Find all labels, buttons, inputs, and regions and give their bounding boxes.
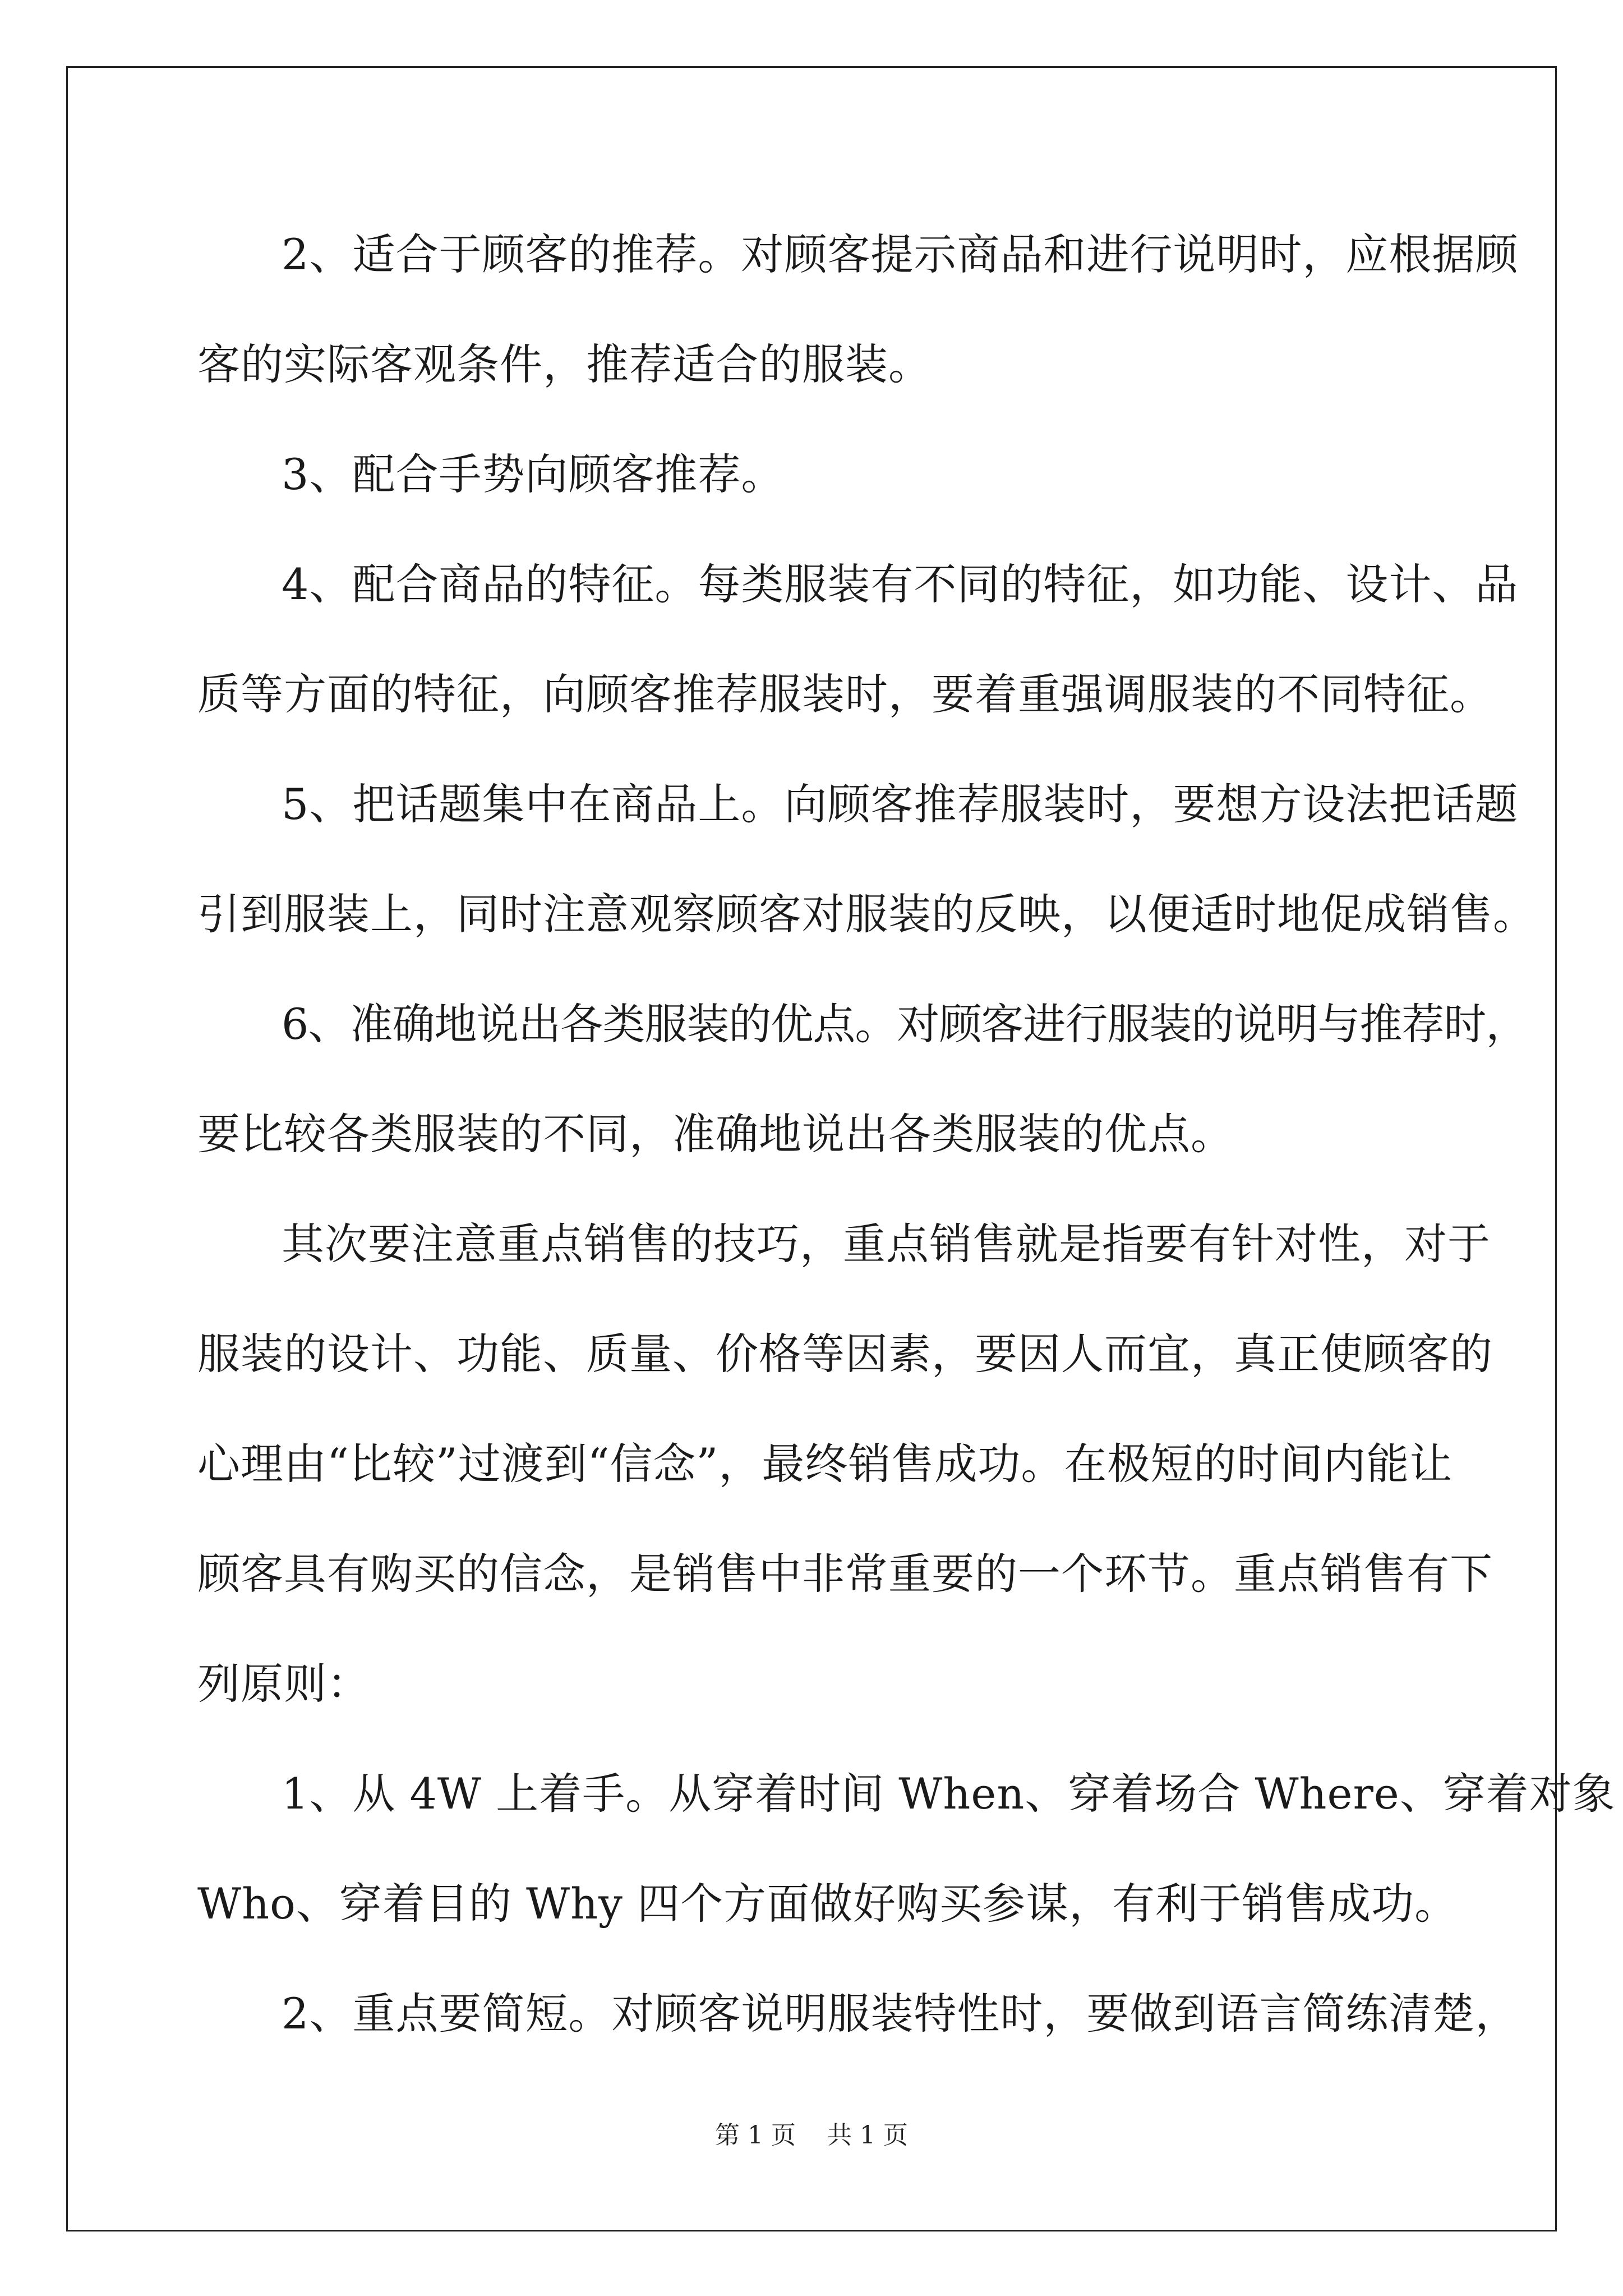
paragraph-line: 4、配合商品的特征。每类服装有不同的特征，如功能、设计、品 [282,559,1519,609]
paragraph-line: 2、重点要简短。对顾客说明服装特性时，要做到语言简练清楚， [282,1989,1519,2039]
paragraph-line: 2、适合于顾客的推荐。对顾客提示商品和进行说明时，应根据顾 [282,229,1519,279]
paragraph-line: 其次要注意重点销售的技巧，重点销售就是指要有针对性，对于 [282,1219,1491,1269]
paragraph-line: 客的实际客观条件，推荐适合的服装。 [197,339,932,389]
paragraph-line: 6、准确地说出各类服装的优点。对顾客进行服装的说明与推荐时， [282,999,1528,1049]
page-total-label: 共 1 页 [827,2121,908,2150]
page-number-label: 第 1 页 [715,2121,796,2150]
paragraph-line: 3、配合手势向顾客推荐。 [282,449,785,499]
page-footer [0,2115,1623,2151]
paragraph-line: 1、从 4W 上着手。从穿着时间 When、穿着场合 Where、穿着对象 [282,1769,1616,1819]
paragraph-line: 列原则： [197,1659,370,1709]
paragraph-line: 要比较各类服装的不同，准确地说出各类服装的优点。 [197,1109,1234,1159]
paragraph-line: Who、穿着目的 Why 四个方面做好购买参谋，有利于销售成功。 [197,1879,1458,1929]
paragraph-line: 心理由“比较”过渡到“信念”，最终销售成功。在极短的时间内能让 [197,1439,1453,1489]
paragraph-line: 服装的设计、功能、质量、价格等因素，要因人而宜，真正使顾客的 [197,1329,1493,1379]
paragraph-line: 顾客具有购买的信念，是销售中非常重要的一个环节。重点销售有下 [197,1549,1493,1599]
document-body [197,200,1616,2069]
paragraph-line: 质等方面的特征，向顾客推荐服装时，要着重强调服装的不同特征。 [197,669,1493,719]
paragraph-line: 5、把话题集中在商品上。向顾客推荐服装时，要想方设法把话题 [282,779,1519,829]
paragraph-line: 引到服装上，同时注意观察顾客对服装的反映，以便适时地促成销售。 [197,889,1536,939]
